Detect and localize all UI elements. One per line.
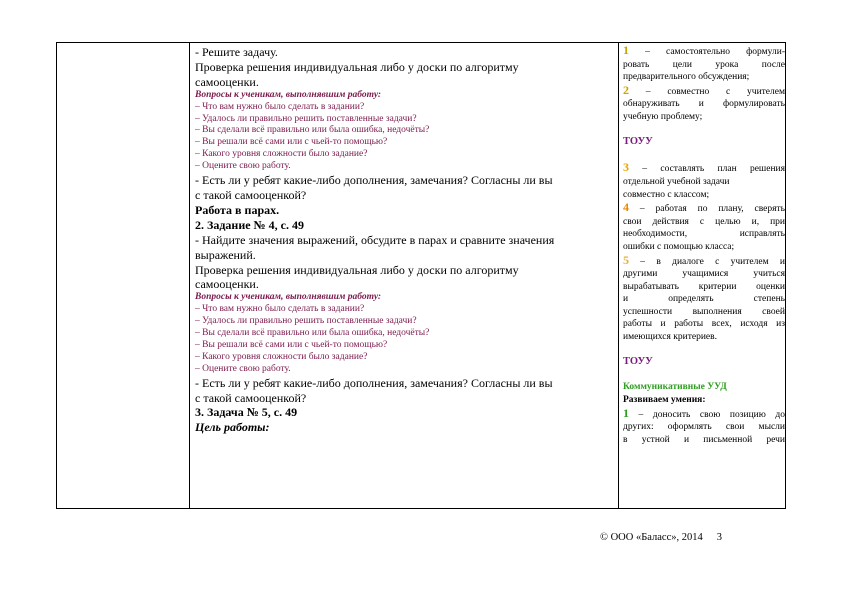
activity-line: - Найдите значения выражений, обсудите в парах и сравните значения <box>195 232 555 247</box>
uud-line <box>623 394 785 407</box>
uud-text: отдельной учебной задачи <box>623 176 730 187</box>
uud-line <box>623 421 785 434</box>
uud-line <box>623 281 785 294</box>
uud-line <box>623 136 785 149</box>
activity-line: – Что вам нужно было сделать в задании? <box>195 304 365 315</box>
uud-text: – самостоятельно формули- <box>629 47 785 57</box>
activity-line: 2. Задание № 4, с. 49 <box>195 217 304 232</box>
uud-line <box>623 318 785 331</box>
activity-line: самооценки. <box>195 74 259 89</box>
activity-line: – Оцените свою работу. <box>195 161 291 172</box>
uud-text: ровать цели урока после <box>623 59 785 70</box>
uud-text: другими учащимися учиться <box>623 269 785 280</box>
page-footer <box>600 532 722 543</box>
activity-line: Вопросы к ученикам, выполнявшим работу: <box>195 89 382 100</box>
uud-number: 3 <box>623 160 629 175</box>
activity-line: – Вы сделали всё правильно или была ошибка, недочёты? <box>195 328 430 339</box>
stage-cell <box>57 43 189 508</box>
uud-line <box>623 189 785 202</box>
uud-line <box>623 228 785 241</box>
spacer <box>623 124 785 137</box>
uud-text: работы и работы всех, исходя из <box>623 319 785 330</box>
activity-line: – Вы решали всё сами или с чьей-то помощью? <box>195 137 388 148</box>
copyright-text: © ООО «Баласс», 2014 <box>600 532 703 543</box>
uud-line <box>623 306 785 319</box>
uud-line <box>623 407 785 422</box>
uud-text: – совместно с учителем <box>629 86 785 97</box>
uud-text: ТОУУ <box>623 136 653 148</box>
activity-line: Работа в парах. <box>195 202 280 217</box>
activity-line: с такой самооценкой? <box>195 187 307 202</box>
uud-number: 4 <box>623 200 629 215</box>
activity-line: – Вы решали всё сами или с чьей-то помощью? <box>195 339 388 350</box>
spacer <box>623 149 785 162</box>
activity-line: Проверка решения индивидуальная либо у доски по алгоритму <box>195 262 519 277</box>
activity-line: Вопросы к ученикам, выполнявшим работу: <box>195 292 382 303</box>
activity-line: – Какого уровня сложности было задание? <box>195 149 368 160</box>
uud-text: необходимости, исправлять <box>623 229 785 240</box>
uud-line <box>623 161 785 176</box>
uud-text: ТОУУ <box>623 356 653 368</box>
uud-line <box>623 268 785 281</box>
uud-text: – доносить свою позицию до <box>629 409 785 420</box>
uud-cell <box>619 43 787 508</box>
activity-line: - Есть ли у ребят какие-либо дополнения, замечания? Согласны ли вы <box>195 375 553 390</box>
uud-line <box>623 254 785 269</box>
spacer <box>623 344 785 357</box>
uud-line <box>623 84 785 99</box>
activity-line: – Что вам нужно было сделать в задании? <box>195 101 365 112</box>
activity-line: – Удалось ли правильно решить поставленные задачи? <box>195 316 417 327</box>
activity-line: – Удалось ли правильно решить поставленные задачи? <box>195 113 417 124</box>
uud-number: 1 <box>623 405 629 420</box>
uud-line <box>623 434 785 447</box>
activity-line: - Решите задачу. <box>195 45 278 59</box>
activity-line: Проверка решения индивидуальная либо у доски по алгоритму <box>195 59 519 74</box>
uud-text: свои действия с целью и, при <box>623 216 785 227</box>
spacer <box>623 369 785 382</box>
uud-line <box>623 331 785 344</box>
uud-text: других: оформлять свои мысли <box>623 422 785 433</box>
uud-text: – работая по плану, сверять <box>629 204 785 215</box>
uud-text: имеющихся критериев. <box>623 332 717 343</box>
uud-text: успешности выполнения своей <box>623 306 785 317</box>
activity-line: – Оцените свою работу. <box>195 363 291 374</box>
uud-line <box>623 293 785 306</box>
uud-line <box>623 176 785 189</box>
activity-line: 3. Задача № 5, с. 49 <box>195 405 298 420</box>
activity-line: с такой самооценкой? <box>195 390 307 405</box>
uud-text: вырабатывать критерии оценки <box>623 281 785 292</box>
activity-line: – Какого уровня сложности было задание? <box>195 351 368 362</box>
uud-text: Развиваем умения: <box>623 395 706 406</box>
uud-number: 5 <box>623 252 629 267</box>
uud-text: Коммуникативные УУД <box>623 382 727 393</box>
uud-line <box>623 356 785 369</box>
lesson-table <box>56 42 786 509</box>
uud-text: учебную проблему; <box>623 111 703 122</box>
page-number: 3 <box>716 532 722 543</box>
uud-line <box>623 98 785 111</box>
uud-text: и определять степень <box>623 294 785 305</box>
uud-text: ошибки с помощью класса; <box>623 241 735 252</box>
uud-line <box>623 381 785 394</box>
activity-line: - Есть ли у ребят какие-либо дополнения, замечания? Согласны ли вы <box>195 173 553 188</box>
activity-line: самооценки. <box>195 277 259 292</box>
uud-line <box>623 216 785 229</box>
uud-text: совместно с классом; <box>623 189 710 200</box>
uud-text: – в диалоге с учителем и <box>629 256 785 267</box>
activity-line: Цель работы: <box>195 420 270 435</box>
uud-number: 2 <box>623 82 629 97</box>
activity-line: выражений. <box>195 247 256 262</box>
uud-line <box>623 111 785 124</box>
uud-line <box>623 201 785 216</box>
uud-text: обнаруживать и формулировать <box>623 99 785 110</box>
activity-cell <box>190 43 618 508</box>
uud-number: 1 <box>623 43 629 57</box>
uud-line <box>623 241 785 254</box>
uud-text: предварительного обсуждения; <box>623 72 750 83</box>
activity-line: – Вы сделали всё правильно или была ошибка, недочёты? <box>195 125 430 136</box>
uud-line <box>623 59 785 72</box>
uud-text: – составлять план решения <box>629 164 785 175</box>
uud-text: в устной и письменной речи <box>623 434 785 445</box>
uud-line <box>623 44 785 59</box>
uud-line <box>623 71 785 84</box>
